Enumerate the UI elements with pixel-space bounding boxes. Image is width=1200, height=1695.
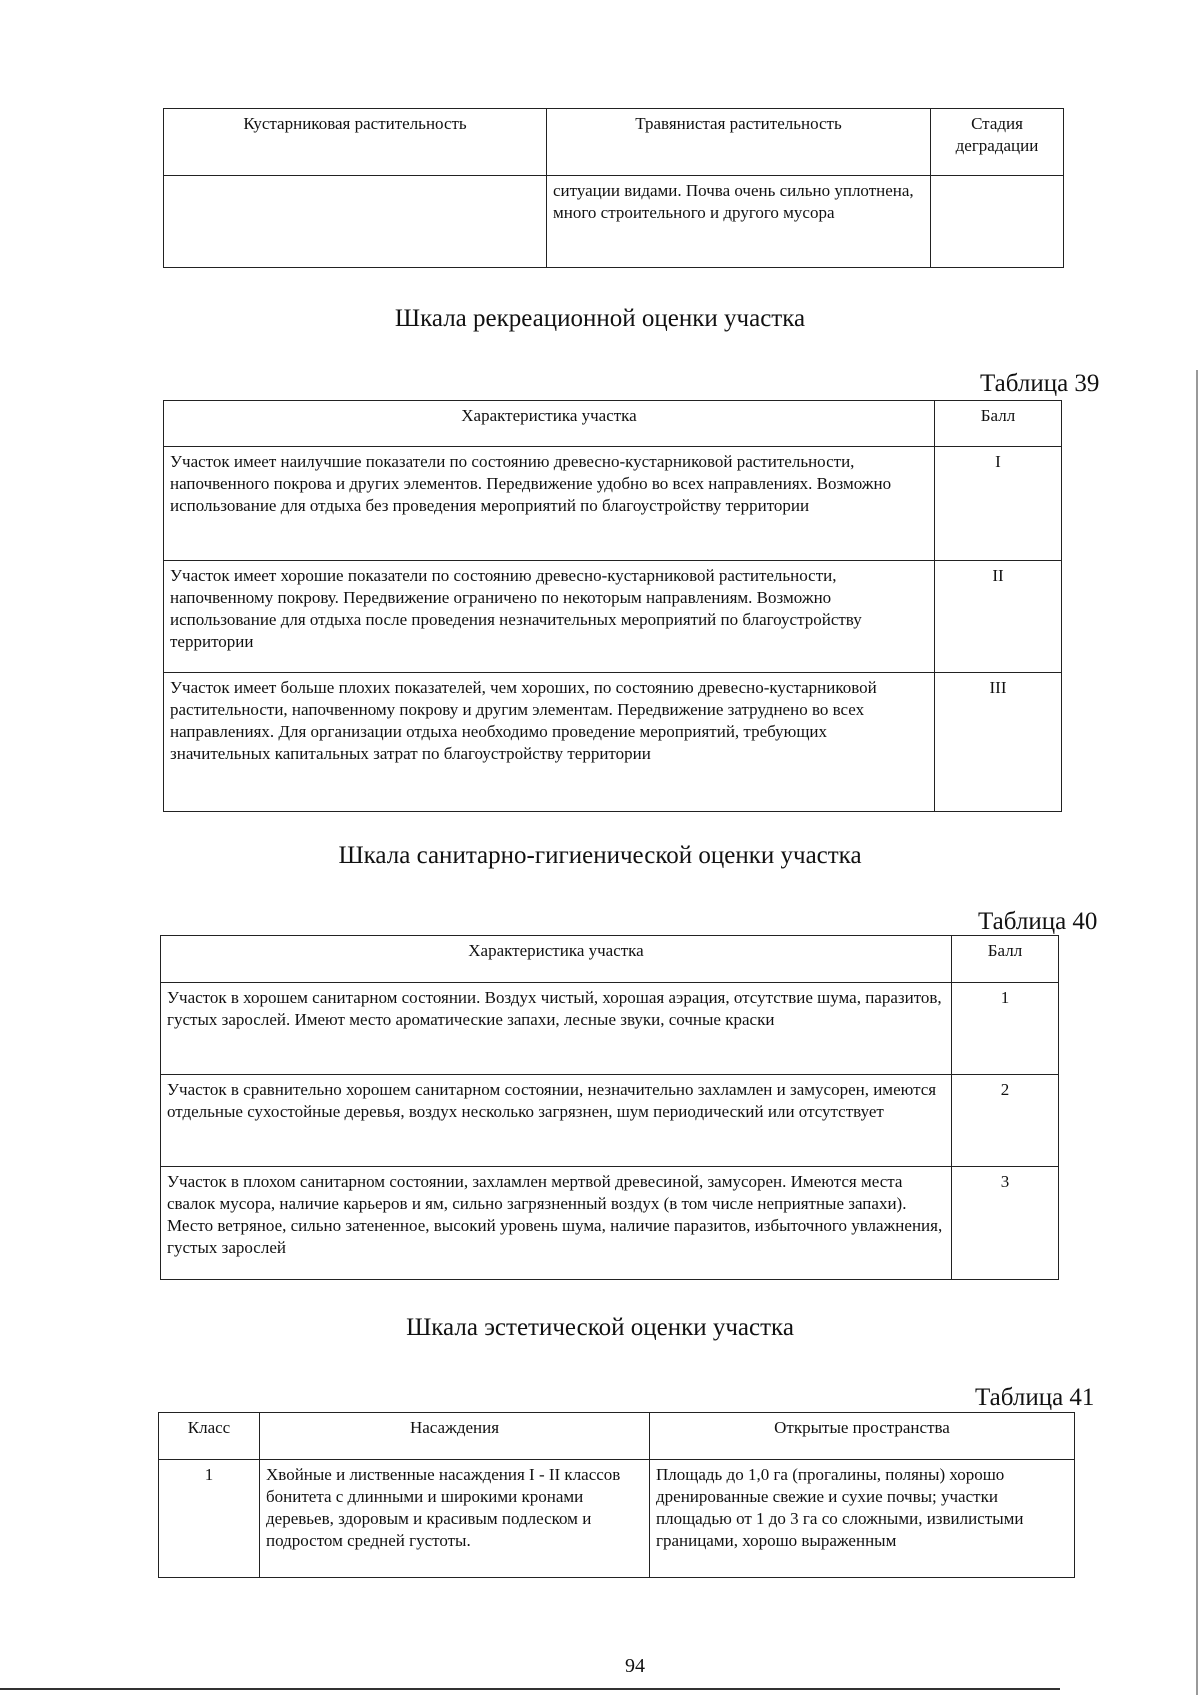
cell-stage: [931, 176, 1064, 268]
row-class: 1: [159, 1460, 260, 1578]
col-header-open-spaces: Открытые пространства: [650, 1413, 1075, 1460]
table-39: [163, 400, 1062, 812]
scan-edge-line: [0, 1688, 1060, 1690]
row-score: II: [935, 561, 1062, 673]
table-label-39: Таблица 39: [980, 370, 1100, 397]
section-title-sanitary: Шкала санитарно-гигиенической оценки участка: [338, 842, 862, 869]
table-label-41: Таблица 41: [975, 1384, 1095, 1411]
table-row: [161, 983, 1059, 1075]
row-text: Участок в плохом санитарном состоянии, захламлен мертвой древесиной, замусорен. Имеются места свалок мусора, наличие карьеров и ям, сильно загрязненный воздух (в том числе неприятные запахи). Место ветряное, сильно затененное, высокий уровень шума, наличие паразитов, избыточного увлажнения, густых зарослей: [161, 1167, 952, 1280]
table-row: [164, 561, 1062, 673]
table-row: [161, 1167, 1059, 1280]
table-row: [159, 1460, 1075, 1578]
row-open-spaces: Площадь до 1,0 га (прогалины, поляны) хорошо дренированные свежие и сухие почвы; участки площадью от 1 до 3 га со сложными, извилистыми границами, хорошо выраженным: [650, 1460, 1075, 1578]
table-row: [164, 673, 1062, 812]
section-title-recreational: Шкала рекреационной оценки участка: [394, 305, 806, 332]
col-header-grass: Травянистая растительность: [547, 109, 931, 176]
table-41: [158, 1412, 1075, 1578]
table-row: [161, 1075, 1059, 1167]
col-header-characteristic: Характеристика участка: [161, 936, 952, 983]
row-score: III: [935, 673, 1062, 812]
row-text: Участок имеет наилучшие показатели по состоянию древесно-кустарниковой растительности, напочвенного покрова и других элементов. Передвижение удобно во всех направлениях. Возможно использование для отдыха без проведения мероприятий по благоустройству территории: [164, 447, 935, 561]
col-header-plantings: Насаждения: [260, 1413, 650, 1460]
scan-edge-line: [1196, 370, 1198, 1695]
col-header-stage: Стадия деградации: [931, 109, 1064, 176]
table-40: [160, 935, 1059, 1280]
row-score: 2: [952, 1075, 1059, 1167]
table-top-continuation: [163, 108, 1064, 268]
cell-grass: ситуации видами. Почва очень сильно уплотнена, много строительного и другого мусора: [547, 176, 931, 268]
row-text: Участок имеет хорошие показатели по состоянию древесно-кустарниковой растительности, напочвенному покрову. Передвижение ограничено по некоторым направлениям. Возможно использование для отдыха после проведения незначительных мероприятий по благоустройству территории: [164, 561, 935, 673]
row-text: Участок в хорошем санитарном состоянии. Воздух чистый, хорошая аэрация, отсутствие шума, паразитов, густых зарослей. Имеют место ароматические запахи, лесные звуки, сочные краски: [161, 983, 952, 1075]
row-text: Участок имеет больше плохих показателей, чем хороших, по состоянию древесно-кустарниковой растительности, напочвенному покрову и другим элементам. Передвижение затруднено во всех направлениях. Для организации отдыха необходимо проведение мероприятий, требующих значительных капитальных затрат по благоустройству территории: [164, 673, 935, 812]
row-score: 1: [952, 983, 1059, 1075]
col-header-shrub: Кустарниковая растительность: [164, 109, 547, 176]
page-number: 94: [625, 1655, 645, 1677]
cell-shrub: [164, 176, 547, 268]
row-score: I: [935, 447, 1062, 561]
table-label-40: Таблица 40: [978, 908, 1098, 935]
table-row: [164, 447, 1062, 561]
row-text: Участок в сравнительно хорошем санитарном состоянии, незначительно захламлен и замусорен, имеются отдельные сухостойные деревья, воздух несколько загрязнен, шум периодический или отсутствует: [161, 1075, 952, 1167]
col-header-score: Балл: [935, 401, 1062, 447]
row-score: 3: [952, 1167, 1059, 1280]
section-title-aesthetic: Шкала эстетической оценки участка: [406, 1314, 794, 1341]
col-header-class: Класс: [159, 1413, 260, 1460]
col-header-score: Балл: [952, 936, 1059, 983]
row-plantings: Хвойные и лиственные насаждения I - II классов бонитета с длинными и широкими кронами деревьев, здоровым и красивым подлеском и подростом средней густоты.: [260, 1460, 650, 1578]
col-header-characteristic: Характеристика участка: [164, 401, 935, 447]
